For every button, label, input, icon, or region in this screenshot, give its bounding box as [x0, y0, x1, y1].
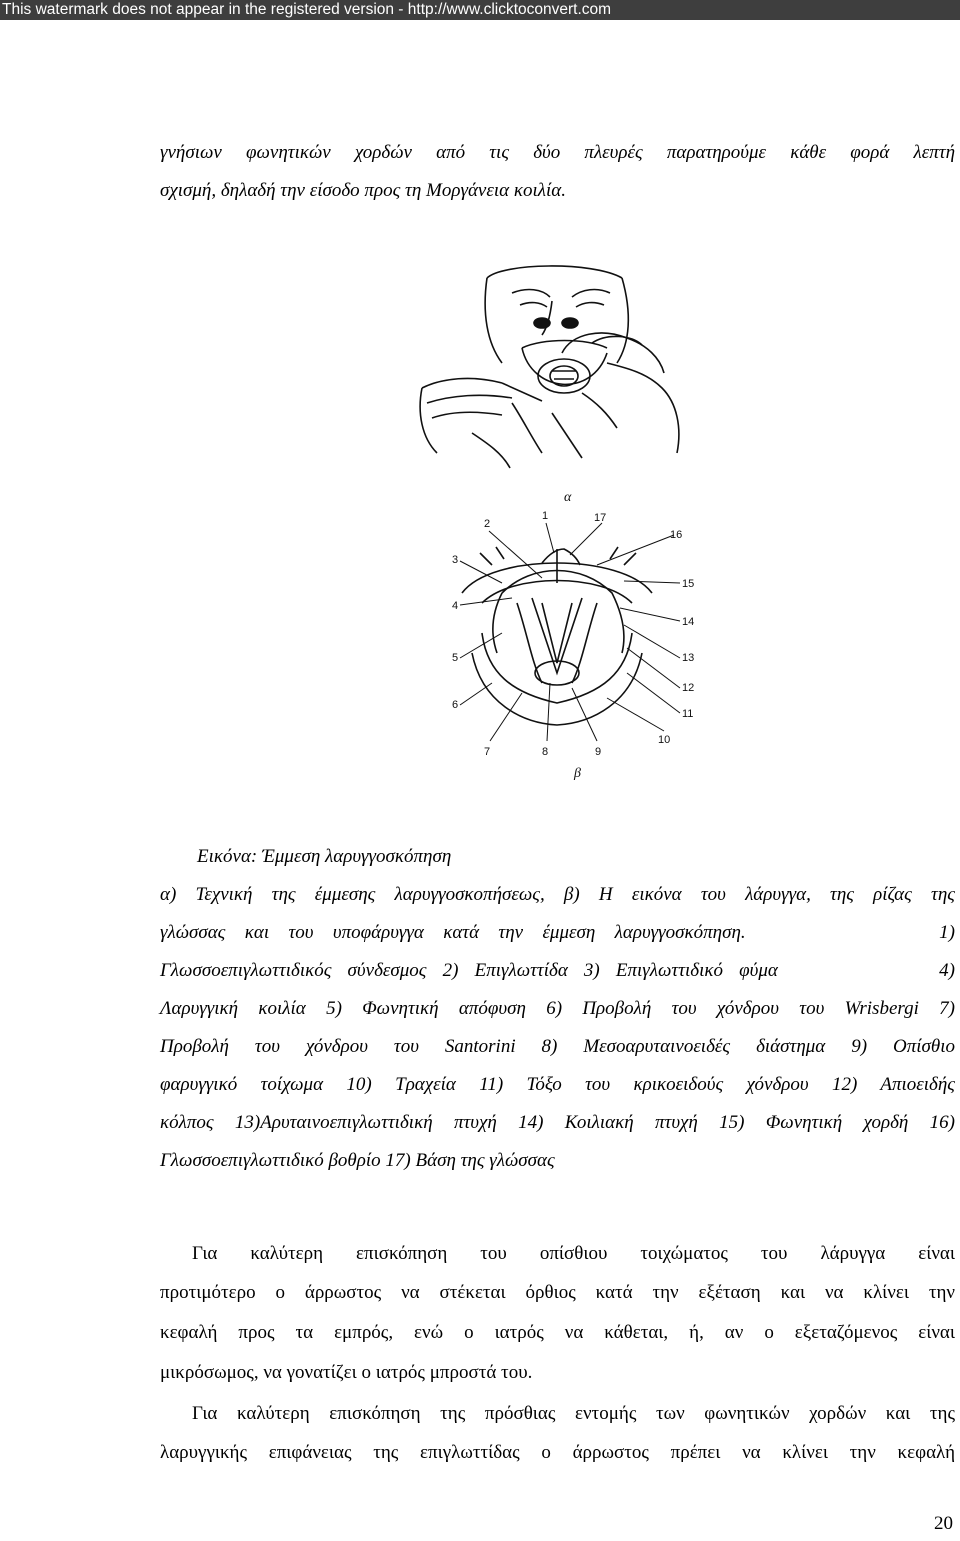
caption-line-1: α) Τεχνική της έμμεσης λαρυγγοσκοπήσεως, β) Η εικόνα του λάρυγγα, της ρίζας της [160, 884, 955, 905]
label-10: 10 [658, 734, 671, 746]
label-4: 4 [452, 600, 459, 612]
body-line-6: λαρυγγικής επιφάνειας της επιγλωττίδας ο άρρωστος πρέπει να κλίνει την κεφαλή [160, 1442, 955, 1463]
panel-b-label: β [574, 766, 581, 781]
caption-line-7: κόλπος 13)Αρυταινοεπιγλωττιδική πτυχή 14) Κοιλιακή πτυχή 15) Φωνητική χορδή 16) [160, 1112, 955, 1133]
face-drawing [485, 266, 628, 393]
label-6: 6 [452, 699, 459, 711]
intro-line-2: σχισμή, δηλαδή την είσοδο προς τη Μοργάνεια κοιλία. [160, 180, 566, 201]
label-2: 2 [484, 518, 491, 530]
panel-a-label: α [564, 490, 572, 505]
body-line-4: μικρόσωμος, να γονατίζει ο ιατρός μπροστά του. [160, 1362, 533, 1383]
body-paragraph-2 [160, 1395, 955, 1473]
laryngoscopy-illustration [392, 253, 722, 795]
caption-line-2: γλώσσας και του υποφάρυγγα κατά την έμμεση λαρυγγοσκόπηση. 1) [160, 922, 955, 943]
figure-caption [160, 838, 955, 1180]
body-line-2: προτιμότερο ο άρρωστος να στέκεται όρθιος κατά την εξέταση και να κλίνει την [160, 1282, 955, 1303]
label-13: 13 [682, 652, 695, 664]
caption-line-6: φαρυγγικό τοίχωμα 10) Τραχεία 11) Τόξο του κρικοειδούς χόνδρου 12) Απιοειδής [160, 1074, 955, 1095]
caption-line-8: Γλωσσοεπιγλωττιδικό βοθρίο 17) Βάση της γλώσσας [160, 1150, 555, 1171]
label-9: 9 [595, 746, 602, 758]
label-17: 17 [594, 512, 607, 524]
body-line-3: κεφαλή προς τα εμπρός, ενώ ο ιατρός να κάθεται, ή, αν ο εξεταζόμενος είναι [160, 1322, 955, 1343]
label-5: 5 [452, 652, 459, 664]
label-15: 15 [682, 578, 695, 590]
label-12: 12 [682, 682, 695, 694]
watermark-banner [0, 0, 960, 20]
label-11: 11 [682, 708, 694, 720]
body-line-5: Για καλύτερη επισκόπηση της πρόσθιας εντομής των φωνητικών χορδών και της [192, 1403, 955, 1424]
examiner-hands [420, 333, 679, 468]
caption-title: Εικόνα: Έμμεση λαρυγγοσκόπηση [197, 846, 452, 867]
laryngoscopy-figure [392, 253, 722, 795]
body-line-1: Για καλύτερη επισκόπηση του οπίσθιου τοιχώματος του λάρυγγα είναι [192, 1243, 955, 1264]
watermark-url[interactable]: http://www.clicktoconvert.com [407, 1, 612, 18]
body-paragraph-1 [160, 1235, 955, 1393]
watermark-text: This watermark does not appear in the registered version - [2, 1, 408, 18]
label-14: 14 [682, 616, 695, 628]
label-16: 16 [670, 529, 683, 541]
label-1: 1 [542, 510, 549, 522]
caption-line-5: Προβολή του χόνδρου του Santorini 8) Μεσοαρυταινοειδές διάστημα 9) Οπίσθιο [160, 1036, 955, 1057]
page-number: 20 [934, 1513, 953, 1534]
label-3: 3 [452, 554, 459, 566]
label-8: 8 [542, 746, 549, 758]
caption-line-3: Γλωσσοεπιγλωττιδικός σύνδεσμος 2) Επιγλωττίδα 3) Επιγλωττιδικό φύμα 4) [160, 960, 955, 981]
intro-paragraph [160, 134, 955, 210]
caption-line-4: Λαρυγγική κοιλία 5) Φωνητική απόφυση 6) Προβολή του χόνδρου του Wrisbergi 7) [160, 998, 955, 1019]
larynx-drawing [462, 547, 652, 725]
intro-line-1: γνήσιων φωνητικών χορδών από τις δύο πλευρές παρατηρούμε κάθε φορά λεπτή [160, 142, 955, 163]
label-7: 7 [484, 746, 491, 758]
